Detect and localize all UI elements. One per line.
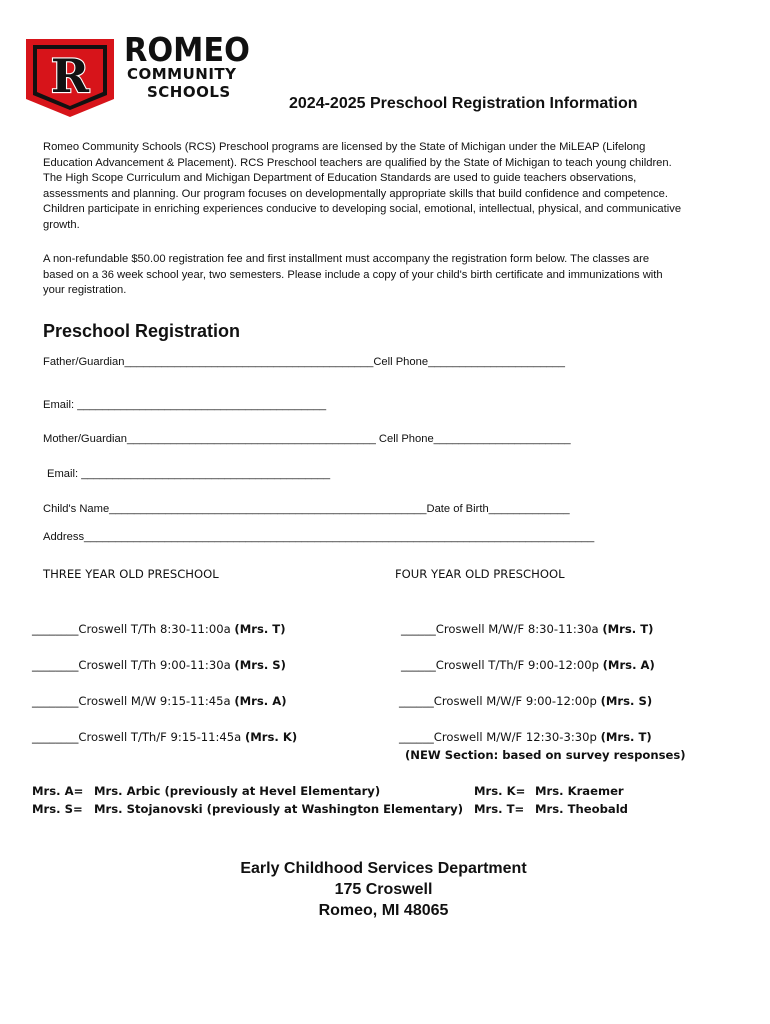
class-option-4yr[interactable]: ______Croswell M/W/F 12:30-3:30p (Mrs. T) <box>399 730 652 744</box>
new-section-note: (NEW Section: based on survey responses) <box>405 748 686 762</box>
address-field[interactable]: Address__________________________________________________________________________________ <box>43 531 595 543</box>
teacher-key-abbr: Mrs. K= <box>474 784 526 798</box>
fee-line: your registration. <box>43 284 127 297</box>
fee-paragraph <box>43 252 743 299</box>
logo-letter: R <box>50 49 90 103</box>
class-option-4yr[interactable]: ______Croswell T/Th/F 9:00-12:00p (Mrs. A) <box>401 658 655 672</box>
email-field-1[interactable]: Email: ________________________________________ <box>43 399 327 411</box>
registration-section-title: Preschool Registration <box>43 321 241 341</box>
mother-guardian-field[interactable]: Mother/Guardian________________________________________ Cell Phone______________________ <box>43 433 571 445</box>
intro-line: assessments and planning. Our program focuses on developmentally appropriate skills that build confidence and competence. <box>43 187 668 200</box>
department-name: Early Childhood Services Department <box>240 860 527 877</box>
footer-address <box>0 858 770 921</box>
fee-line: A non-refundable $50.00 registration fee and first installment must accompany the registration form below. The classes are <box>43 253 650 265</box>
brand-name-line2: COMMUNITY <box>127 65 237 83</box>
class-option-3yr[interactable]: ________Croswell M/W 9:15-11:45a (Mrs. A) <box>32 694 287 708</box>
intro-line: Education Advancement & Placement). RCS Preschool teachers are qualified by the State of Michigan to teach young children. <box>43 156 672 169</box>
teacher-key-name: Mrs. Arbic (previously at Hevel Elementary) <box>94 784 381 798</box>
class-option-3yr[interactable]: ________Croswell T/Th/F 9:15-11:45a (Mrs. K) <box>32 730 298 744</box>
fee-line: based on a 36 week school year, two semesters. Please include a copy of your child's birth certificate and immunizations with <box>43 268 663 281</box>
teacher-key-name: Mrs. Theobald <box>535 802 628 816</box>
three-year-heading: THREE YEAR OLD PRESCHOOL <box>43 567 219 581</box>
intro-line: Children participate in enriching experiences conducive to developing social, emotional, intellectual, physical, and communicative <box>43 203 682 216</box>
teacher-key-abbr: Mrs. T= <box>474 802 525 816</box>
street-address: 175 Croswell <box>334 881 433 898</box>
intro-paragraph <box>43 140 743 234</box>
class-option-4yr[interactable]: ______Croswell M/W/F 9:00-12:00p (Mrs. S) <box>399 694 653 708</box>
four-year-heading: FOUR YEAR OLD PRESCHOOL <box>395 567 565 581</box>
child-name-field[interactable]: Child's Name___________________________________________________Date of Birth_____________ <box>43 503 570 515</box>
teacher-key-abbr: Mrs. S= <box>32 802 83 816</box>
brand-name-line1: ROMEO <box>124 30 250 69</box>
class-option-3yr[interactable]: ________Croswell T/Th 9:00-11:30a (Mrs. S) <box>32 658 286 672</box>
teacher-key-name: Mrs. Stojanovski (previously at Washington Elementary) <box>94 802 464 816</box>
page-title: 2024-2025 Preschool Registration Information <box>289 95 638 112</box>
email-field-2[interactable]: Email: ________________________________________ <box>47 468 331 480</box>
teacher-key-abbr: Mrs. A= <box>32 784 84 798</box>
intro-line: Romeo Community Schools (RCS) Preschool programs are licensed by the State of Michigan under the MiLEAP (Lifelong <box>43 141 646 153</box>
brand-name-line3: SCHOOLS <box>147 83 231 101</box>
intro-line: growth. <box>43 218 80 231</box>
father-guardian-field[interactable]: Father/Guardian________________________________________Cell Phone______________________ <box>43 356 565 368</box>
class-option-4yr[interactable]: ______Croswell M/W/F 8:30-11:30a (Mrs. T) <box>401 622 654 636</box>
class-option-3yr[interactable]: ________Croswell T/Th 8:30-11:00a (Mrs. T) <box>32 622 286 636</box>
teacher-key-name: Mrs. Kraemer <box>535 784 624 798</box>
city-state-zip: Romeo, MI 48065 <box>318 902 449 919</box>
intro-line: The High Scope Curriculum and Michigan Department of Education Standards are used to guide teachers observations, <box>43 172 637 185</box>
romeo-logo <box>24 37 116 119</box>
